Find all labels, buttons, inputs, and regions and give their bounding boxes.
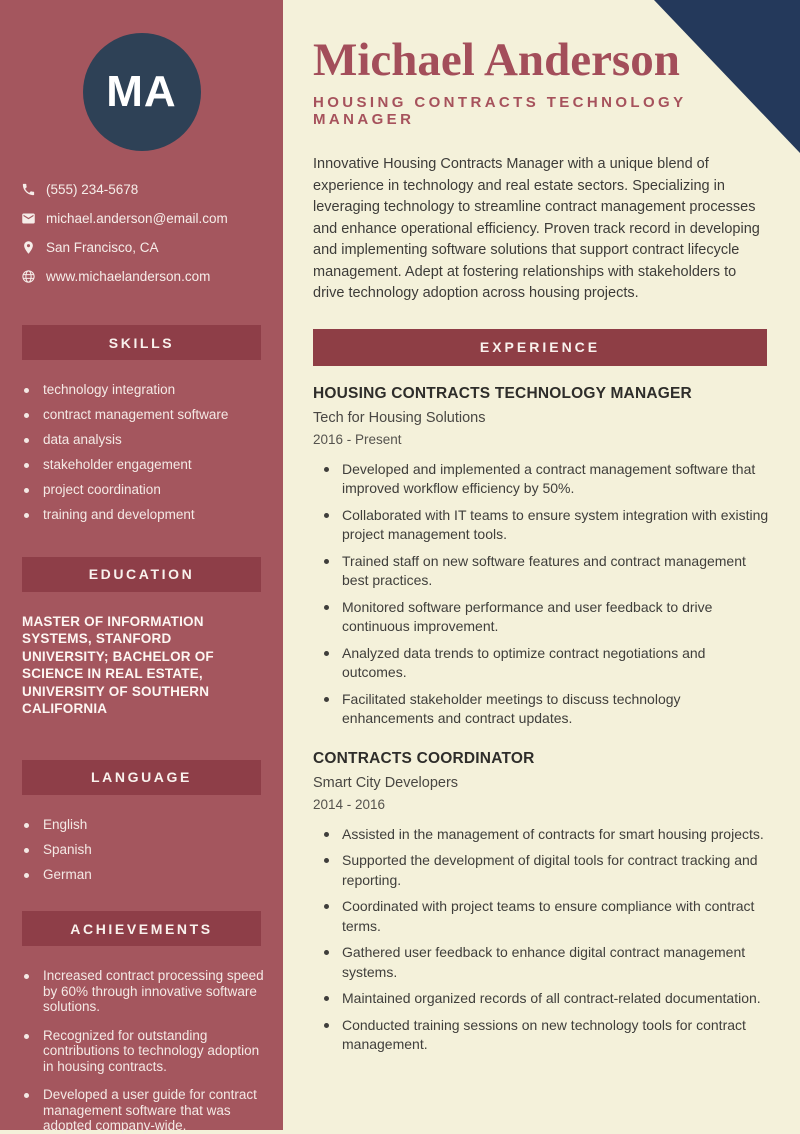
skill-item: stakeholder engagement: [22, 457, 283, 473]
contact-info: [21, 182, 283, 284]
contact-row-location: [21, 240, 283, 255]
job-bullet: Assisted in the management of contracts for smart housing projects.: [321, 825, 769, 845]
education-section-header: EDUCATION: [22, 557, 261, 592]
avatar: [83, 33, 201, 151]
language-section-header: LANGUAGE: [22, 760, 261, 795]
globe-icon: [21, 269, 36, 284]
skill-item: project coordination: [22, 482, 283, 498]
job-bullet: Developed and implemented a contract management software that improved workflow efficiency by 50%.: [321, 460, 769, 499]
job-entry: [313, 385, 767, 729]
language-item: English: [22, 817, 283, 833]
email-icon: [21, 211, 36, 226]
contact-website-text: www.michaelanderson.com: [46, 269, 211, 284]
skill-item: contract management software: [22, 407, 283, 423]
phone-icon: [21, 182, 36, 197]
job-bullet: Maintained organized records of all contract-related documentation.: [321, 989, 769, 1009]
location-icon: [21, 240, 36, 255]
skills-list: [22, 382, 283, 523]
job-dates: 2016 - Present: [313, 431, 402, 447]
job-entry: [313, 750, 767, 1055]
job-bullet-list: [321, 825, 769, 1055]
contact-row-phone: [21, 182, 283, 197]
job-dates: 2014 - 2016: [313, 796, 386, 812]
achievements-list: [22, 968, 283, 1134]
job-bullet: Monitored software performance and user feedback to drive continuous improvement.: [321, 598, 769, 637]
job-bullet: Coordinated with project teams to ensure compliance with contract terms.: [321, 897, 769, 936]
job-bullet: Supported the development of digital tools for contract tracking and reporting.: [321, 851, 769, 890]
person-name: Michael Anderson: [313, 34, 680, 86]
skills-section-header: SKILLS: [22, 325, 261, 360]
language-item: Spanish: [22, 842, 283, 858]
job-bullet: Facilitated stakeholder meetings to discuss technology enhancements and contract updates.: [321, 690, 769, 729]
job-bullet: Analyzed data trends to optimize contract negotiations and outcomes.: [321, 644, 769, 683]
job-bullet-list: [321, 460, 769, 729]
language-item: German: [22, 867, 283, 883]
job-title: CONTRACTS COORDINATOR: [313, 749, 535, 767]
experience-section-header: EXPERIENCE: [313, 329, 767, 366]
achievement-item: Recognized for outstanding contributions to technology adoption in housing contracts.: [22, 1028, 283, 1075]
skill-item: technology integration: [22, 382, 283, 398]
skill-item: data analysis: [22, 432, 283, 448]
contact-row-website: [21, 269, 283, 284]
achievement-item: Developed a user guide for contract management software that was adopted company-wide.: [22, 1087, 283, 1134]
job-bullet: Conducted training sessions on new technology tools for contract management.: [321, 1016, 769, 1055]
contact-location-text: San Francisco, CA: [46, 240, 159, 255]
achievements-section-header: ACHIEVEMENTS: [22, 911, 261, 946]
job-bullet: Trained staff on new software features and contract management best practices.: [321, 552, 769, 591]
sidebar: [0, 0, 283, 1133]
main-content: [283, 0, 800, 1130]
contact-email-text: michael.anderson@email.com: [46, 211, 228, 226]
contact-phone-text: (555) 234-5678: [46, 182, 139, 197]
skill-item: training and development: [22, 507, 283, 523]
job-bullet: Gathered user feedback to enhance digital contract management systems.: [321, 943, 769, 982]
job-title: HOUSING CONTRACTS TECHNOLOGY MANAGER: [313, 384, 692, 402]
education-text: MASTER OF INFORMATION SYSTEMS, STANFORD UNIVERSITY; BACHELOR OF SCIENCE IN REAL ESTATE, UNIVERSITY OF SOUTHERN CALIFORNIA: [22, 613, 214, 716]
contact-row-email: [21, 211, 283, 226]
job-company: Smart City Developers: [313, 774, 459, 791]
achievement-item: Increased contract processing speed by 60% through innovative software solutions.: [22, 968, 283, 1015]
language-list: [22, 817, 283, 883]
person-role-title: HOUSING CONTRACTS TECHNOLOGY MANAGER: [313, 94, 687, 128]
profile-summary: Innovative Housing Contracts Manager with a unique blend of experience in technology and real estate sectors. Specializing in leveraging technology to streamline contract management processes and enhance operational efficiency. Proven track record in developing and implementing software solutions that support contract lifecycle management. Adept at fostering relationships with stakeholders to drive technology adoption across housing projects.: [313, 156, 760, 301]
avatar-initials: MA: [106, 67, 177, 116]
job-company: Tech for Housing Solutions: [313, 409, 486, 426]
job-bullet: Collaborated with IT teams to ensure system integration with existing project management tools.: [321, 506, 769, 545]
